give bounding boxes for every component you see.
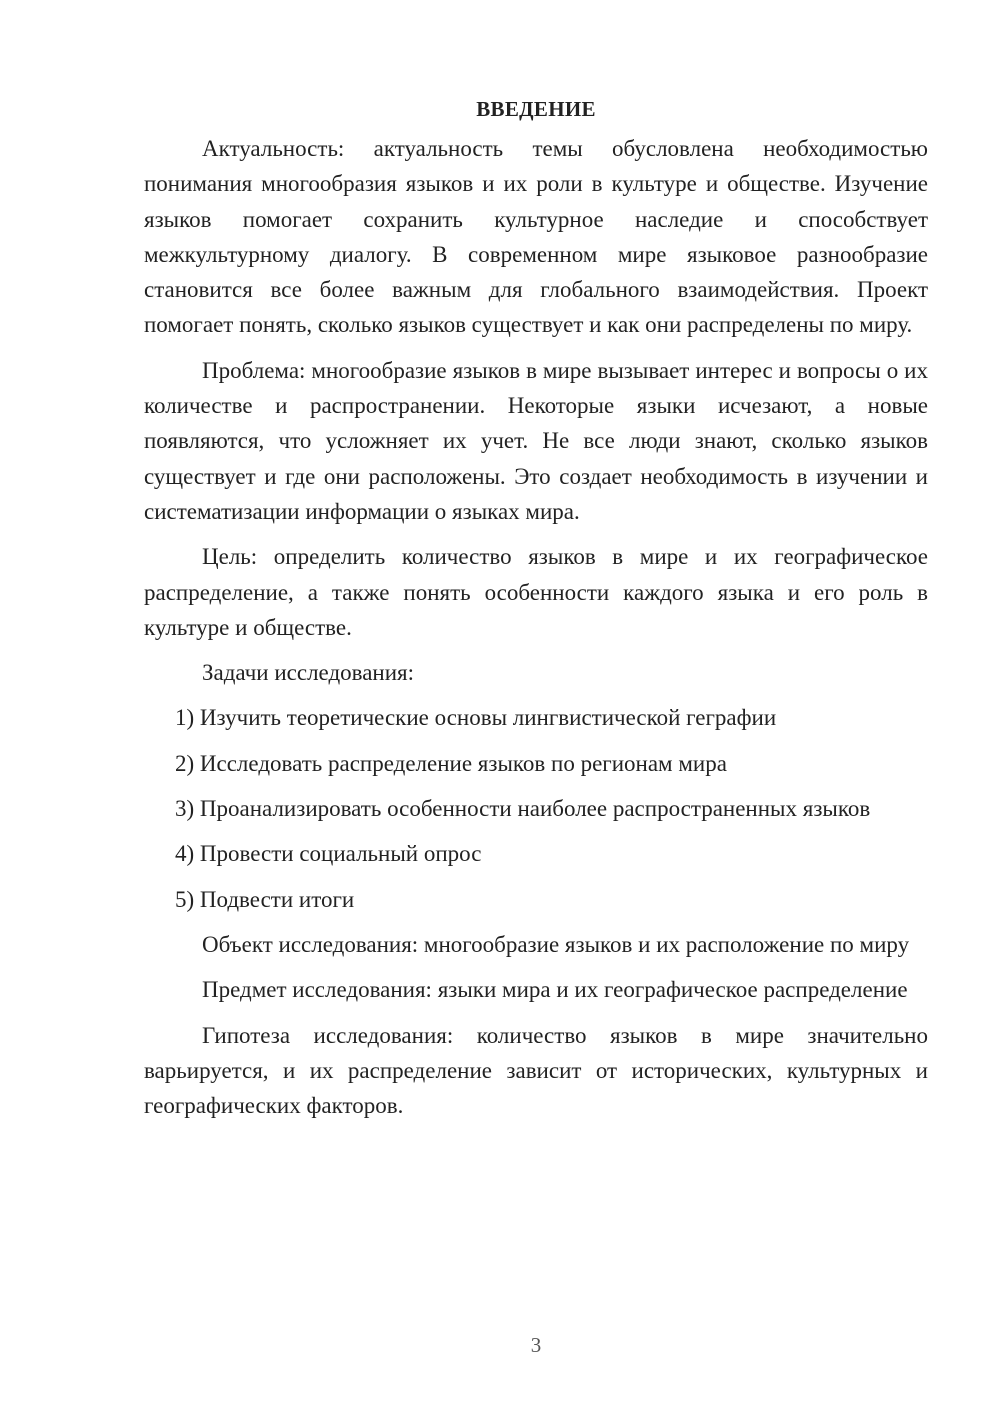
section-title: ВВЕДЕНИЕ <box>476 97 596 121</box>
paragraph-problem: Проблема: многообразие языков в мире вызывает интерес и вопросы о их количестве и распространении. Некоторые языки исчезают, а новые появляются, что усложняет их учет. Не все люди знают, сколько языков существует и где они расположены. Это создает необходимость в изучении и систематизации информации о языках мира. <box>144 357 928 524</box>
tasks-heading: Задачи исследования: <box>202 660 415 686</box>
task-item-4: 4) Провести социальный опрос <box>175 841 482 867</box>
task-item-3: 3) Проанализировать особенности наиболее распространенных языков <box>175 796 871 822</box>
task-item-1: 1) Изучить теоретические основы лингвистической геграфии <box>175 705 777 731</box>
task-item-5: 5) Подвести итоги <box>175 886 355 912</box>
paragraph-object: Объект исследования: многообразие языков и их расположение по миру <box>202 931 910 957</box>
task-item-2: 2) Исследовать распределение языков по регионам мира <box>175 750 727 776</box>
paragraph-subject: Предмет исследования: языки мира и их географическое распределение <box>202 977 908 1003</box>
paragraph-relevance: Актуальность: актуальность темы обусловлена необходимостью понимания многообразия языков и их роли в культуре и обществе. Изучение языков помогает сохранить культурное наследие и способствует межкультурному диалогу. В современном мире языковое разнообразие становится все более важным для глобального взаимодействия. Проект помогает понять, сколько языков существует и как они распределены по миру. <box>144 136 928 338</box>
paragraph-goal: Цель: определить количество языков в мире и их географическое распределение, а также понять особенности каждого языка и его роль в культуре и обществе. <box>144 544 928 640</box>
page-content <box>144 92 928 1133</box>
page-number: 3 <box>530 1333 542 1357</box>
paragraph-hypothesis: Гипотеза исследования: количество языков в мире значительно варьируется, и их распределение зависит от исторических, культурных и географических факторов. <box>144 1022 928 1119</box>
